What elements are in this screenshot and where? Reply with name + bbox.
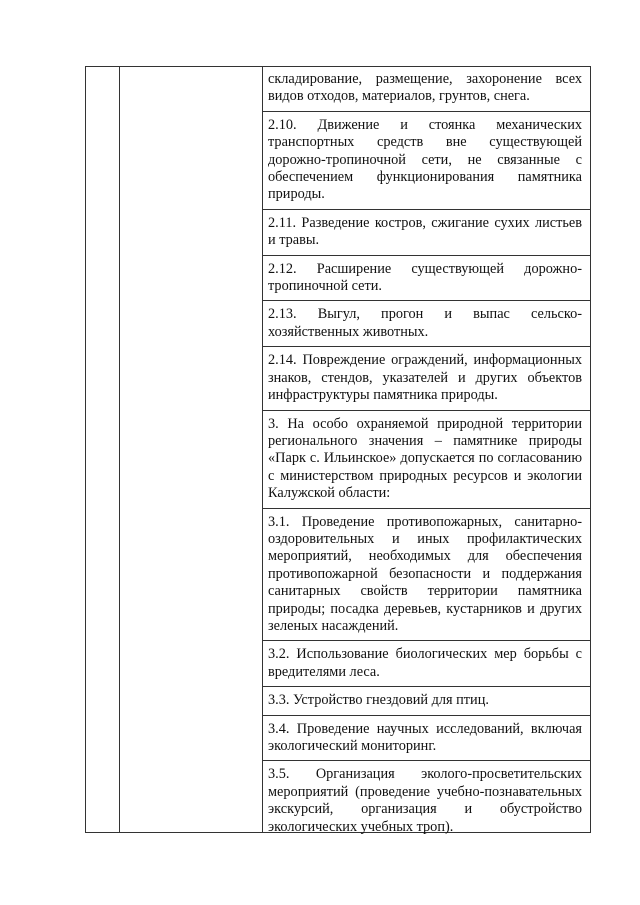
column-divider-2	[262, 67, 263, 832]
paragraph-3-2: 3.2. Использование биологических мер борьбы с вредителями леса.	[268, 646, 582, 680]
text-column	[268, 71, 582, 836]
paragraph-2-12: 2.12. Расширение существующей дорожно-тропиночной сети.	[268, 260, 582, 295]
paragraph-3-5: 3.5. Организация эколого-просветительских мероприятий (проведение учебно-познавательных экскурсий, организация и обустройство экологических учебных троп).	[268, 766, 582, 835]
row-separator	[262, 508, 590, 509]
row-separator	[262, 346, 590, 347]
row-separator	[262, 300, 590, 301]
paragraph-3-3: 3.3. Устройство гнездовий для птиц.	[268, 692, 489, 709]
paragraph-2-11: 2.11. Разведение костров, сжигание сухих листьев и травы.	[268, 214, 582, 249]
paragraph-3: 3. На особо охраняемой природной территории регионального значения – памятнике природы «Парк с. Ильинское» допускается по согласованию с министерством природных ресурсов и экологии Калужской области:	[268, 415, 582, 502]
paragraph-2-10: 2.10. Движение и стоянка механических транспортных средств вне существующей дорожно-тропиночной сети, не связанные с обеспечением функционирования памятника природы.	[268, 116, 582, 203]
paragraph-continuation: складирование, размещение, захоронение всех видов отходов, материалов, грунтов, снега.	[268, 71, 582, 105]
column-divider-1	[119, 67, 120, 832]
row-separator	[262, 111, 590, 112]
row-separator	[262, 715, 590, 716]
paragraph-2-14: 2.14. Повреждение ограждений, информационных знаков, стендов, указателей и других объектов инфраструктуры памятника природы.	[268, 352, 582, 404]
row-separator	[262, 410, 590, 411]
paragraph-3-1: 3.1. Проведение противопожарных, санитарно-оздоровительных и иных профилактических мероприятий, необходимых для обеспечения противопожарной безопасности и поддержания санитарных свойств территории памятника природы; посадка деревьев, кустарников и других зеленых насаждений.	[268, 513, 582, 634]
row-separator	[262, 760, 590, 761]
row-separator	[262, 209, 590, 210]
row-separator	[262, 255, 590, 256]
row-separator	[262, 640, 590, 641]
row-separator	[262, 686, 590, 687]
regulation-table	[85, 66, 591, 833]
paragraph-3-4: 3.4. Проведение научных исследований, включая экологический мониторинг.	[268, 720, 582, 754]
paragraph-2-13: 2.13. Выгул, прогон и выпас сельско-хозяйственных животных.	[268, 306, 582, 340]
